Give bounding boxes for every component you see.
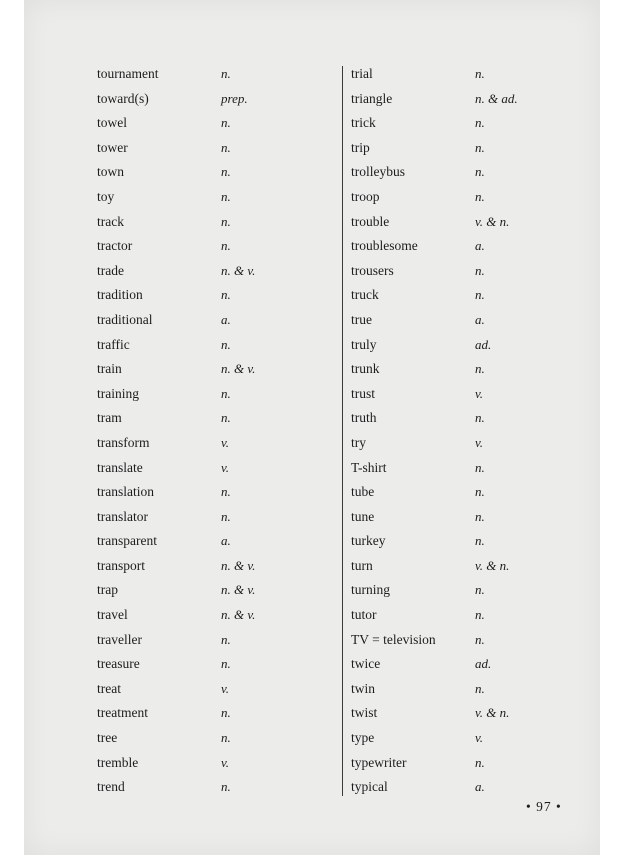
- entry-part-of-speech: a.: [221, 311, 231, 327]
- entry-word: training: [97, 385, 139, 401]
- entry-word: tune: [351, 508, 375, 524]
- entry-word: trouble: [351, 213, 390, 229]
- entry-word: twist: [351, 705, 378, 721]
- entry-part-of-speech: n.: [221, 779, 231, 795]
- entry-word: truck: [351, 287, 379, 303]
- entry-word: train: [97, 361, 122, 377]
- entry-part-of-speech: n.: [475, 262, 485, 278]
- entry-word: trolleybus: [351, 164, 405, 180]
- entry-word: translate: [97, 459, 143, 475]
- entry-part-of-speech: n.: [475, 66, 485, 81]
- entry-word: track: [97, 213, 124, 229]
- entry-word: trust: [351, 385, 376, 401]
- entry-word: typical: [351, 779, 388, 795]
- entry-part-of-speech: n. & ad.: [475, 90, 518, 106]
- entry-word: truth: [351, 410, 377, 426]
- entry-part-of-speech: n.: [221, 238, 231, 254]
- entry-word: T-shirt: [351, 459, 387, 475]
- entry-part-of-speech: n.: [475, 508, 485, 524]
- entry-word: tractor: [97, 238, 133, 254]
- entry-word: tradition: [97, 287, 143, 303]
- entry-part-of-speech: n.: [475, 188, 485, 204]
- entry-part-of-speech: n.: [221, 336, 231, 352]
- entry-part-of-speech: v.: [221, 680, 230, 696]
- entry-part-of-speech: n.: [475, 139, 485, 155]
- entry-part-of-speech: n.: [475, 607, 485, 623]
- entry-part-of-speech: v.: [475, 730, 484, 746]
- entry-word: troop: [351, 188, 380, 204]
- entry-word: toy: [97, 188, 115, 204]
- entry-part-of-speech: n. & v.: [221, 361, 256, 377]
- entry-part-of-speech: n.: [221, 213, 231, 229]
- entry-part-of-speech: n. & v.: [221, 607, 256, 623]
- entry-word: trip: [351, 139, 370, 155]
- entry-part-of-speech: n.: [475, 459, 485, 475]
- entry-word: tournament: [97, 66, 159, 81]
- entry-part-of-speech: v.: [221, 754, 230, 770]
- entry-part-of-speech: n.: [475, 754, 485, 770]
- entry-word: trousers: [351, 262, 394, 278]
- entry-part-of-speech: a.: [475, 779, 485, 795]
- entry-part-of-speech: n.: [221, 705, 231, 721]
- entry-word: tube: [351, 484, 375, 500]
- entry-word: trial: [351, 66, 373, 81]
- entry-word: town: [97, 164, 124, 180]
- entry-part-of-speech: v.: [475, 385, 484, 401]
- entry-word: trend: [97, 779, 125, 795]
- entry-part-of-speech: n.: [475, 631, 485, 647]
- entry-part-of-speech: n.: [475, 680, 485, 696]
- entry-part-of-speech: n.: [475, 164, 485, 180]
- entry-word: transform: [97, 434, 150, 450]
- entry-part-of-speech: n.: [221, 164, 231, 180]
- entry-word: tremble: [97, 754, 139, 770]
- entry-word: travel: [97, 607, 128, 623]
- entry-word: triangle: [351, 90, 393, 106]
- book-page: [24, 0, 600, 855]
- entry-word: tram: [97, 410, 122, 426]
- entry-part-of-speech: n.: [221, 508, 231, 524]
- entry-part-of-speech: n. & v.: [221, 557, 256, 573]
- entry-part-of-speech: n. & v.: [221, 262, 256, 278]
- entry-word: translator: [97, 508, 148, 524]
- entry-word: typewriter: [351, 754, 407, 770]
- entry-word: toward(s): [97, 90, 149, 106]
- entry-word: tree: [97, 730, 118, 746]
- entry-word: try: [351, 434, 366, 450]
- entry-word: turn: [351, 557, 373, 573]
- entry-word: treasure: [97, 656, 140, 672]
- entry-part-of-speech: n.: [475, 582, 485, 598]
- entry-word: trunk: [351, 361, 380, 377]
- entry-part-of-speech: n.: [475, 410, 485, 426]
- entry-word: turning: [351, 582, 390, 598]
- entry-part-of-speech: n.: [221, 385, 231, 401]
- entry-word: TV = television: [351, 631, 436, 647]
- entry-part-of-speech: n.: [221, 410, 231, 426]
- entry-part-of-speech: v. & n.: [475, 213, 510, 229]
- entry-word: transparent: [97, 533, 157, 549]
- entry-word: trap: [97, 582, 118, 598]
- entry-word: tutor: [351, 607, 377, 623]
- entry-part-of-speech: n.: [221, 188, 231, 204]
- entry-part-of-speech: n.: [475, 115, 485, 131]
- entry-part-of-speech: n.: [221, 115, 231, 131]
- entry-part-of-speech: n.: [475, 287, 485, 303]
- entry-part-of-speech: v.: [221, 459, 230, 475]
- page-number: • 97 •: [526, 799, 562, 814]
- entry-word: truly: [351, 336, 377, 352]
- entry-part-of-speech: v. & n.: [475, 705, 510, 721]
- entry-part-of-speech: n.: [221, 730, 231, 746]
- entry-word: troublesome: [351, 238, 418, 254]
- entry-word: true: [351, 311, 372, 327]
- entry-part-of-speech: v.: [475, 434, 484, 450]
- entry-part-of-speech: n.: [221, 287, 231, 303]
- entry-word: transport: [97, 557, 145, 573]
- entry-part-of-speech: a.: [475, 238, 485, 254]
- entry-word: traditional: [97, 311, 153, 327]
- entry-part-of-speech: n.: [221, 139, 231, 155]
- column-divider: [342, 66, 343, 796]
- entry-part-of-speech: v.: [221, 434, 230, 450]
- entry-part-of-speech: n.: [221, 631, 231, 647]
- entry-word: type: [351, 730, 375, 746]
- entry-part-of-speech: ad.: [475, 336, 492, 352]
- entry-word: translation: [97, 484, 154, 500]
- entry-part-of-speech: n. & v.: [221, 582, 256, 598]
- entry-part-of-speech: n.: [221, 656, 231, 672]
- entry-part-of-speech: n.: [221, 484, 231, 500]
- entry-word: towel: [97, 115, 127, 131]
- entry-word: twin: [351, 680, 376, 696]
- entry-part-of-speech: prep.: [221, 90, 248, 106]
- entry-part-of-speech: ad.: [475, 656, 492, 672]
- entry-word: trade: [97, 262, 124, 278]
- entry-word: treatment: [97, 705, 148, 721]
- entry-part-of-speech: n.: [475, 484, 485, 500]
- entry-word: treat: [97, 680, 121, 696]
- entry-word: twice: [351, 656, 381, 672]
- entry-word: traffic: [97, 336, 130, 352]
- entry-part-of-speech: n.: [475, 361, 485, 377]
- entry-word: turkey: [351, 533, 386, 549]
- entry-part-of-speech: n.: [221, 66, 231, 81]
- entry-word: trick: [351, 115, 376, 131]
- entry-part-of-speech: a.: [221, 533, 231, 549]
- entry-word: traveller: [97, 631, 142, 647]
- entry-part-of-speech: a.: [475, 311, 485, 327]
- entry-word: tower: [97, 139, 128, 155]
- entry-part-of-speech: v. & n.: [475, 557, 510, 573]
- entry-part-of-speech: n.: [475, 533, 485, 549]
